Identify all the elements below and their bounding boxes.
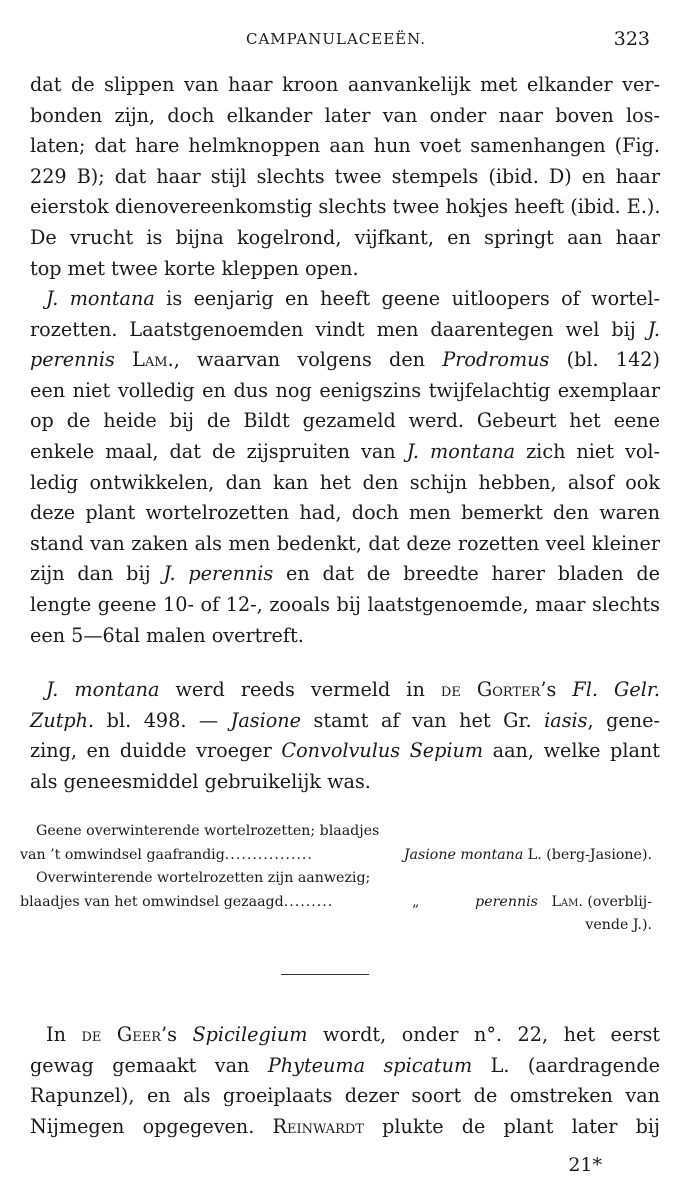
text-line: stand van zaken als men bedenkt, dat deze rozetten veel kleiner [30,531,660,555]
text-run: Nijmegen opgegeven. [30,1114,273,1138]
text-run: en dat de breedte harer bladen de [273,562,660,586]
key-text: vende J.). [585,917,652,934]
text-line [30,736,660,767]
text-run: zich niet vol- [515,439,661,463]
text-run: is eenjarig en heeft geene uitloopers of wortel- [154,287,660,310]
book-title: Zutph. [30,708,95,732]
author-name: de Gorter [440,678,541,701]
key-text: (overblij- [582,893,652,910]
key-text: blaadjes van het omwindsel gezaagd [20,893,284,910]
text-run: zing, en duidde vroeger [30,739,282,763]
text-line: op de heide bij de Bildt gezameld werd. Gebeurt het eene [30,409,660,433]
key-line: Overwinterende wortelrozetten zijn aanwezig; [36,870,371,887]
text-run: enkele maal, dat de zijspruiten van [30,439,407,463]
identification-key [20,820,652,938]
text-line [30,559,660,590]
text-run: stamt af van het Gr. [301,708,545,732]
text-line: De vrucht is bijna kogelrond, vijfkant, en springt aan haar [30,225,660,249]
text-line [30,1051,660,1082]
text-line: laten; dat hare helmknoppen aan hun voet samenhangen (Fig. [30,134,660,158]
paragraph-4 [30,1020,660,1142]
text-run: zijn dan bij [30,562,164,586]
greek-word: iasis [544,708,588,732]
text-line [30,315,660,346]
text-line [30,675,660,706]
species-name: Convolvulus Sepium [281,739,484,763]
genus-name: Jasione [230,708,302,732]
text-line: ledig ontwikkelen, dan kan het den schijn hebben, alsof ook [30,470,660,494]
book-title: Fl. Gelr. [572,678,661,701]
key-taxon [404,844,652,868]
species-name: Jasione montana [403,846,524,863]
key-text: L. (berg-Jasione). [523,846,652,863]
text-line: een 5—6tal malen overtreft. [30,623,304,647]
text-line: Rapunzel), en als groeiplaats dezer soort de omstreken van [30,1084,660,1108]
text-run: ’s [161,1023,193,1046]
author-name: Lam. [546,893,583,910]
species-name: J. montana [46,287,155,310]
text-line [30,345,660,376]
species-name: Phyteuma spicatum [267,1053,473,1077]
species-name: J. [647,317,660,341]
text-run: ’s [540,678,573,701]
text-line: top met twee korte kleppen open. [30,256,359,280]
text-run: , waarvan volgens den [173,348,443,372]
text-line: als geneesmiddel gebruikelijk was. [30,769,371,793]
text-run: In [46,1023,82,1046]
text-run: bl. 498. — [94,708,231,732]
text-line: bonden zijn, doch elkander later van onder naar boven los- [30,103,660,127]
book-title: Prodromus [442,348,550,372]
key-line: Geene overwinterende wortelrozetten; blaadjes [36,823,380,839]
paragraph-1 [30,70,660,284]
key-line [20,891,652,915]
key-line [20,914,652,938]
text-line: lengte geene 10- of 12-, zooals bij laatstgenoemde, maar slechts [30,592,660,616]
text-line: 229 B); dat haar stijl slechts twee stempels (ibid. D) en haar [30,164,660,188]
key-line [20,844,652,868]
species-name: J. montana [406,439,516,463]
author-name: de Geer [81,1023,162,1046]
text-line [30,1112,660,1143]
key-taxon [475,891,652,915]
paragraph-3 [30,675,660,797]
text-line [30,437,660,468]
key-text: van ’t omwindsel gaafrandig [20,846,225,863]
text-line: deze plant wortelrozetten had, doch men bemerkt den waren [30,501,660,525]
dot-leader: ......... [283,893,334,910]
ditto-mark: „ [412,893,420,910]
text-run: L. (aardragende [472,1053,660,1077]
running-title: CAMPANULACEEËN. [246,30,427,48]
author-name: Reinwardt [272,1114,364,1138]
author-name: Lam. [132,348,174,372]
species-name: J. montana [46,678,160,701]
signature-mark: 21* [568,1154,602,1176]
text-run: wordt, onder n°. 22, het eerst [307,1023,660,1046]
text-run: rozetten. Laatstgenoemden vindt men daarentegen wel bij [30,317,648,341]
text-run: plukte de plant later bij [363,1114,660,1138]
species-name: J. perennis [163,562,274,586]
text-run: werd reeds vermeld in [159,678,441,701]
text-run: gewag gemaakt van [30,1053,268,1077]
text-line: een niet volledig en dus nog eenigszins twijfelachtig exemplaar [30,378,660,402]
section-divider [281,974,369,975]
text-line: eierstok dienovereenkomstig slechts twee hokjes heeft (ibid. E.). [30,195,661,219]
species-name: perennis [475,893,538,910]
text-run [115,348,132,371]
text-line [30,706,660,737]
text-line [30,1020,660,1051]
book-title: Spicilegium [192,1023,308,1046]
text-line: dat de slippen van haar kroon aanvankelijk met elkander ver- [30,73,660,96]
paragraph-2 [30,284,660,651]
species-name: perennis [30,348,115,372]
dot-leader: ................ [224,846,313,863]
text-run: , gene- [587,708,660,732]
text-line [30,284,660,315]
page-number: 323 [613,28,650,50]
text-run: (bl. 142) [549,348,660,372]
text-run: aan, welke plant [483,739,660,763]
